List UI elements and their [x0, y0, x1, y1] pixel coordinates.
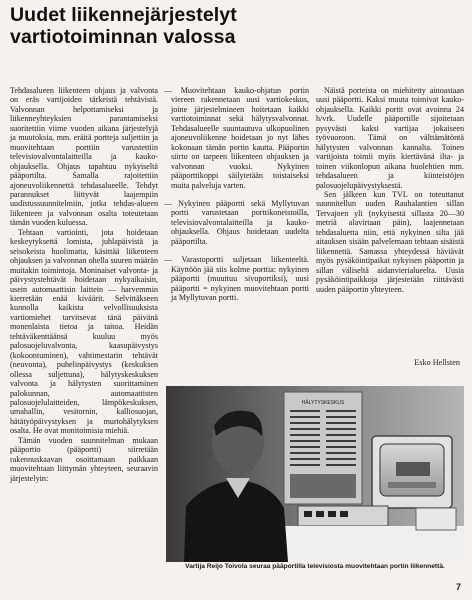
photo-illustration	[166, 386, 464, 562]
paragraph: Tehdasalueen liikenteen ohjaus ja valvonta on eräs vartijoiden tärkeistä tehtävistä. Valvonnan helpottamiseksi ja liikenneyhteyksien parantamiseksi suoritettiin viime vuoden aikana järjestelyjä ja muutoksia, mm. eräitä portteja suljettiin ja muovitehtaan porttiin varustettiin televisiovalvontalaitteilla ja kauko-ohjauksella. Ohjaus tapahtuu nykyiseltä pääportilta. Samalla rajoitettiin ajoneuvoliikennettä tehdasalueelle. Tehdyt parannukset liittyvät laajempiin uudistussuunnitelmiin, jotka tehdas-alueen liikenteen ja valvonnan osalta toteutetaan tämän vuoden kuluessa.	[10, 86, 158, 228]
paragraph: Tehtaan vartiointi, jota hoidetaan keskeytyksettä lomista, juhlapäivistä ja seisokeista huolimatta, käsittää liikenteen ohjauksen ja valvonnan ohella suuren määrän muitakin toimintoja. Moninaiset valvonta- ja päivystystehtävät hoidetaan nykyaikaisin, usein automaattisin laittein — harvemmin kierretään enää kiväärit. Selvittäkseen kunnolla kaikista velvollisuuksista vartiomiehet tarvitsevat tänä päivänä monenlaista tietoa ja taitoa. Heidän tehtäväkenttäänsä kuuluu myös palosuojeluvalvonta, kaasupäivystys (kokoontuminen), vahtimestarin tehtävät (neuvonta), puhelinpäivystys (keskuksen ollessa suljettuna), hälytyskeskuksen valvonta ja hälytysten suorittaminen palokunnan, automaattisten palosuojelulaitteiden, lämpökeskuksen, umahallin, vesitornin, kalliosuojan, hätätyöpäivystyksen ja murtohälytyksen osalta. He ovat monitoimisia miehiä.	[10, 227, 158, 436]
bullet-paragraph: — Varastoportti suljetaan liikenteeltä. Käyttöön jää siis kolme porttia: nykyinen pääportti (muuttuu sivuportiksi), uusi pääportti = nykyinen muovitehtaan portti ja Myllytuvan portti.	[164, 255, 309, 303]
page-number: 7	[456, 582, 462, 592]
article-photo	[166, 386, 464, 562]
paragraph: Sen jälkeen kun TVL on toteuttanut suunnitellun uuden Rauhalantien sillan Tervajoen yli (nykyisestä sillasta 20—30 metriä alavirtaan päin), laajennetaan tehdasaluetta niin, että nykyinen silta jää aitauksen sisään palvelemaan tehtaan sisäistä liikennettä. Samassa yhteydessä häviävät myös pysäköintipaikat nykyisen pääportin ja sillan väliseltä aidanvierialueelta. Uusia pysäköintipaikkoja järjestetään riittävästi uuden pääportin yhteyteen.	[316, 189, 464, 294]
bullet-paragraph: — Nykyinen pääportti sekä Myllytuvan portti varustetaan porttikoneistoilla, televisiovalvontalaitteilla ja kauko-ohjauksella. Ohjaus hoidetaan uudelta pääportilta.	[164, 198, 309, 246]
paragraph: Näistä porteista on miehitetty ainoastaan uusi pääportti. Kaksi muuta toimivat kauko-ohjauksella. Kaikki portit ovat avoinna 24 h/vrk. Uudelle pääportille sijoitetaan pysyvästi kaksi vartijaa jokaiseen työvuoroon. Tämä on välttämätöntä hälytysten valvonnan kannalta. Toinen vartijoista toimii myös kiertävänä ilta- ja toinen viikonlopun aikana huolehtien mm. tehdasalueen ja kiinteistöjen palosuojelupäivystyksestä.	[316, 86, 464, 190]
bullet-paragraph: — Muovitehtaan kauko-ohjatun portin viereen rakennetaan uusi vartiokeskus, joine järjestelmineen hoitetaan kaikki vartiotoiminnat sekä hälytysvalvonnat. Tehdasalueelle suuntautuva ulkopuolinen ajoneuvoliikenne hoidetaan jo nyt lähes kokonaan tämän portin kautta. Pääportin siirto on tarpeen liikenteen ohjauksen ja valvonnan vuoksi. Nykyinen pääporttikoppi säilytetään toistaiseksi muita palveluja varten.	[164, 86, 309, 190]
article-title: Uudet liikennejärjestelyt vartiotoiminnan valossa	[10, 4, 237, 48]
text-column-1	[10, 86, 158, 483]
board-heading: HÄLYTYSKESKUS	[301, 400, 345, 406]
text-column-2	[164, 86, 309, 303]
photo-caption: Vartija Reijo Toivola seuraa pääportilla televisiosta muovitehtaan portin liikennettä.	[185, 563, 445, 570]
paragraph: Tämän vuoden suunnitelman mukaan pääportio (pääportti) siirretään rakennuskaavan osoittamaan paikkaan muovitehtaan liittymän yhteyteen, seuraavin järjestelyin:	[10, 435, 158, 483]
author-signature: Esko Hellsten	[414, 358, 460, 367]
text-column-3	[316, 86, 464, 294]
